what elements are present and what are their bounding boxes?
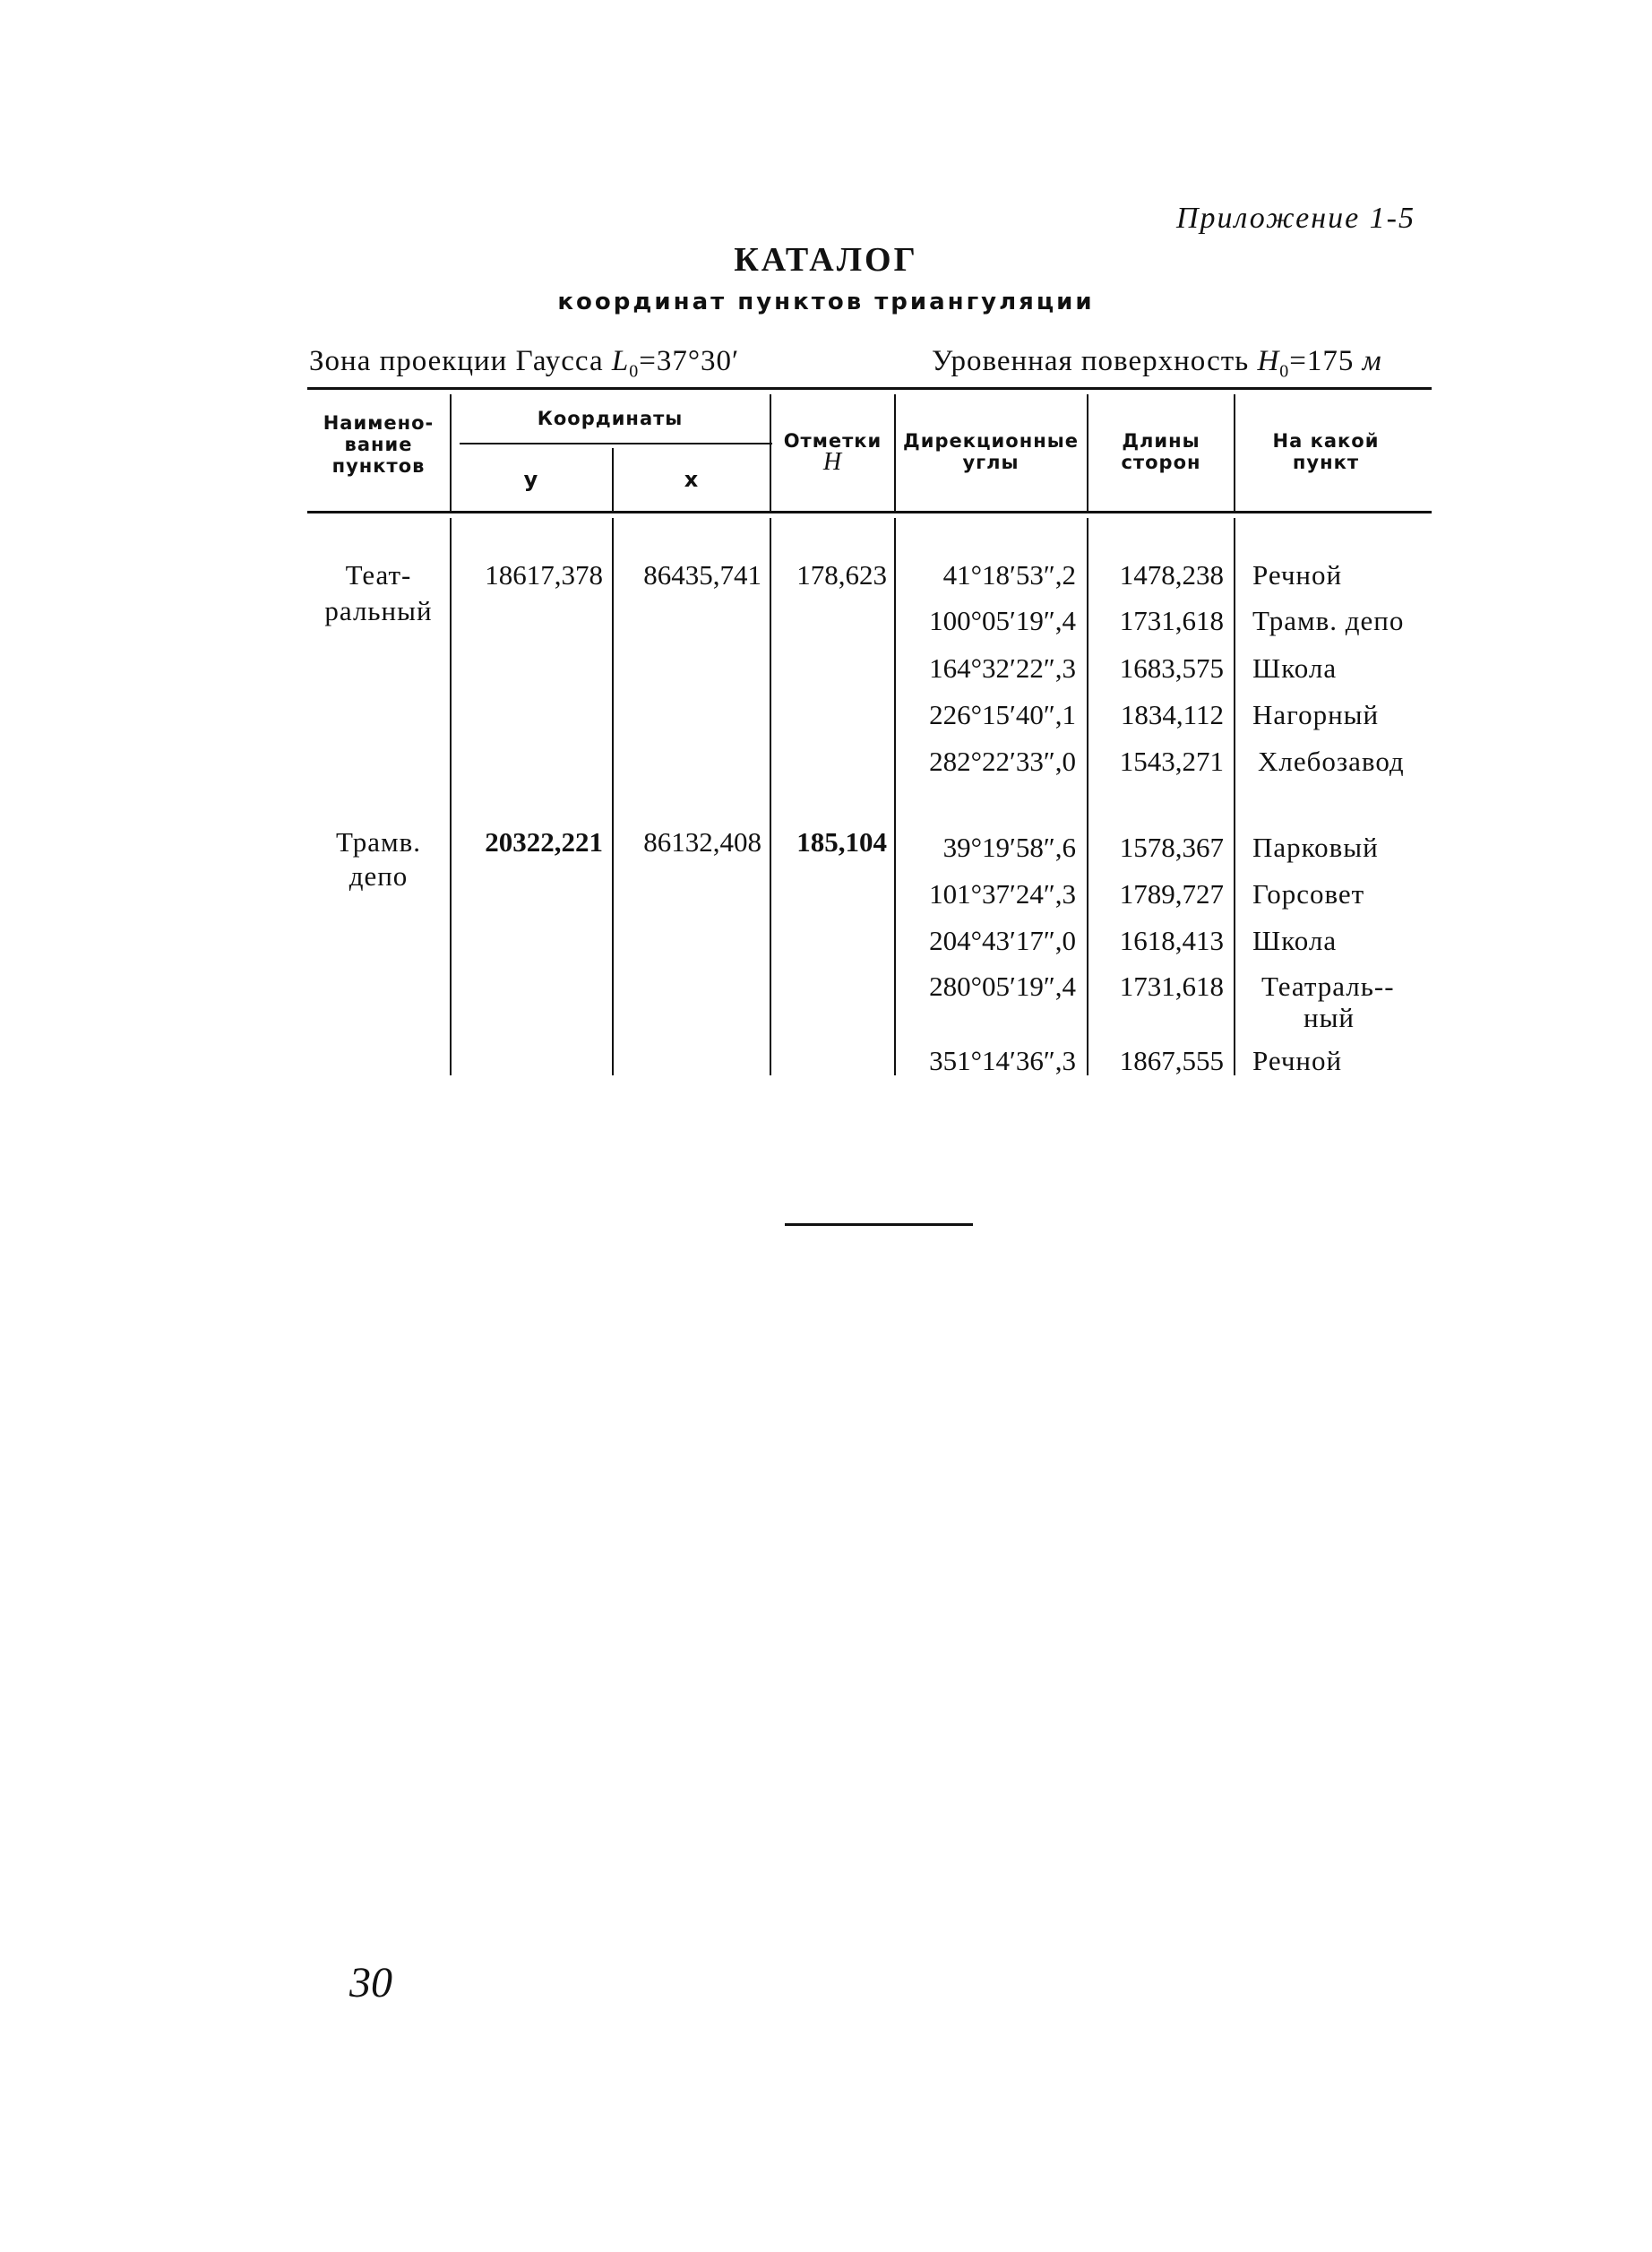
angle-cell: 101°37′24″,3 bbox=[929, 878, 1076, 910]
zone-text: Зона проекции Гаусса bbox=[309, 345, 604, 377]
table-top-rule bbox=[307, 387, 1432, 390]
point-name-line2: депо bbox=[348, 860, 409, 892]
coord-x: 86132,408 bbox=[643, 826, 761, 858]
header-y: у bbox=[523, 467, 539, 492]
catalog-title: КАТАЛОГ bbox=[734, 241, 918, 279]
point-name-line1: Теат- bbox=[345, 559, 412, 591]
target-cell: Парковый bbox=[1252, 832, 1379, 863]
coords-sub-rule bbox=[460, 443, 772, 444]
header-angles: Дирекционные углы bbox=[903, 430, 1079, 473]
angle-cell: 39°19′58″,6 bbox=[942, 832, 1076, 863]
angle-cell: 282°22′33″,0 bbox=[929, 746, 1076, 777]
header-coordinates: Координаты bbox=[537, 408, 684, 429]
target-cell: Хлебозавод bbox=[1258, 746, 1405, 777]
coord-x: 86435,741 bbox=[643, 559, 761, 591]
coord-y: 20322,221 bbox=[485, 826, 603, 858]
elevation-value: 178,623 bbox=[796, 559, 887, 591]
zone-value: =37°30′ bbox=[639, 345, 740, 377]
hdr-divider-2 bbox=[612, 448, 614, 511]
header-x: х bbox=[684, 467, 700, 492]
header-name: Наимено- вание пунктов bbox=[323, 412, 435, 477]
zone-sub: 0 bbox=[629, 361, 640, 382]
length-cell: 1834,112 bbox=[1120, 699, 1224, 730]
length-cell: 1618,413 bbox=[1119, 925, 1224, 956]
length-cell: 1478,238 bbox=[1119, 559, 1224, 591]
body-divider-3 bbox=[770, 518, 771, 1075]
angle-cell: 280°05′19″,4 bbox=[929, 971, 1076, 1002]
target-cell: Речной bbox=[1252, 559, 1343, 591]
projection-zone bbox=[309, 345, 739, 383]
target-cell: Театраль-- bbox=[1261, 971, 1395, 1002]
surface-value: =175 bbox=[1289, 345, 1355, 377]
target-cell: Горсовет bbox=[1252, 878, 1365, 910]
coord-y: 18617,378 bbox=[485, 559, 603, 591]
angle-cell: 100°05′19″,4 bbox=[929, 605, 1076, 636]
target-cell: Школа bbox=[1252, 652, 1338, 684]
hdr-divider-4 bbox=[894, 394, 896, 511]
length-cell: 1683,575 bbox=[1119, 652, 1224, 684]
length-cell: 1731,618 bbox=[1119, 971, 1224, 1002]
body-divider-4 bbox=[894, 518, 896, 1075]
target-cell: Школа bbox=[1252, 925, 1338, 956]
angle-cell: 204°43′17″,0 bbox=[929, 925, 1076, 956]
surface-text: Уровенная поверхность bbox=[932, 345, 1250, 377]
header-elevation-label: Отметки bbox=[783, 430, 882, 452]
point-name-line1: Трамв. bbox=[335, 826, 422, 858]
angle-cell: 226°15′40″,1 bbox=[929, 699, 1076, 730]
length-cell: 1543,271 bbox=[1119, 746, 1224, 777]
surface-param: H bbox=[1257, 345, 1280, 377]
level-surface bbox=[932, 345, 1382, 383]
surface-unit: м bbox=[1362, 345, 1382, 377]
surface-sub: 0 bbox=[1279, 361, 1290, 382]
hdr-divider-3 bbox=[770, 394, 771, 511]
target-cell: Речной bbox=[1252, 1045, 1343, 1076]
target-cell: Нагорный bbox=[1252, 699, 1380, 730]
angle-cell: 164°32′22″,3 bbox=[929, 652, 1076, 684]
header-elevation bbox=[772, 430, 893, 476]
hdr-divider-1 bbox=[450, 394, 452, 511]
catalog-subtitle: координат пунктов триангуляции bbox=[557, 289, 1095, 315]
hdr-divider-5 bbox=[1087, 394, 1088, 511]
appendix-label: Приложение 1-5 bbox=[1176, 202, 1415, 235]
length-cell: 1731,618 bbox=[1119, 605, 1224, 636]
length-cell: 1867,555 bbox=[1119, 1045, 1224, 1076]
body-divider-2 bbox=[612, 518, 614, 1075]
length-cell: 1789,727 bbox=[1119, 878, 1224, 910]
length-cell: 1578,367 bbox=[1119, 832, 1224, 863]
body-divider-6 bbox=[1234, 518, 1235, 1075]
target-cell: Трамв. депо bbox=[1252, 605, 1405, 636]
header-bottom-rule bbox=[307, 511, 1432, 513]
point-name-line2: ральный bbox=[324, 595, 433, 626]
header-target: На какой пункт bbox=[1272, 430, 1380, 473]
header-elevation-symbol: H bbox=[822, 448, 843, 476]
body-divider-5 bbox=[1087, 518, 1088, 1075]
angle-cell: 41°18′53″,2 bbox=[942, 559, 1076, 591]
hdr-divider-6 bbox=[1234, 394, 1235, 511]
zone-param: L bbox=[611, 345, 630, 377]
target-cell-continued: ный bbox=[1304, 1002, 1355, 1033]
end-rule bbox=[785, 1223, 973, 1226]
body-divider-1 bbox=[450, 518, 452, 1075]
angle-cell: 351°14′36″,3 bbox=[929, 1045, 1076, 1076]
header-lengths: Длины сторон bbox=[1121, 430, 1201, 473]
page-number: 30 bbox=[349, 1959, 392, 2006]
elevation-value: 185,104 bbox=[796, 826, 887, 858]
